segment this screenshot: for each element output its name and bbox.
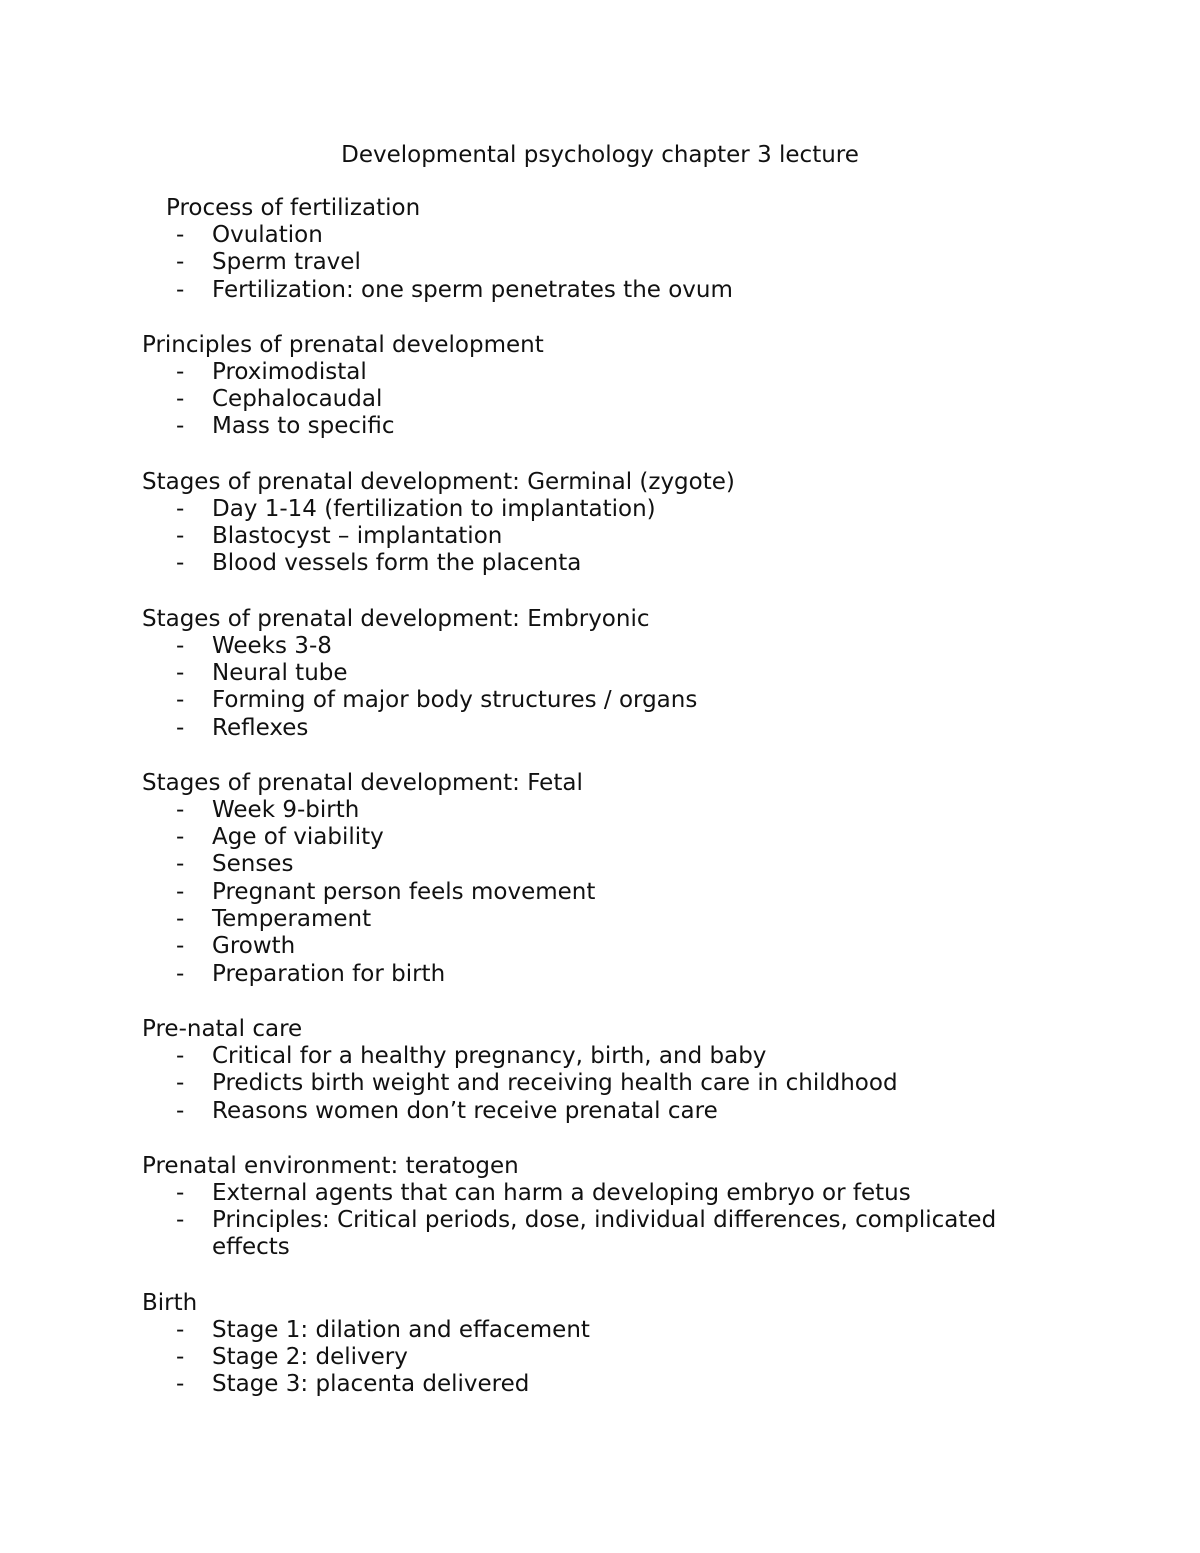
list-item	[142, 660, 1062, 687]
section	[142, 769, 1062, 988]
list-item	[142, 933, 1062, 960]
section-heading: Stages of prenatal development: Fetal	[142, 769, 583, 796]
dash-bullet-icon: -	[176, 495, 185, 522]
list-item	[142, 496, 1062, 523]
list-item	[142, 1371, 1062, 1398]
dash-bullet-icon: -	[176, 714, 185, 741]
section	[142, 1152, 1062, 1262]
dash-bullet-icon: -	[176, 413, 185, 440]
list-item-text: Reasons women don’t receive prenatal care	[212, 1097, 718, 1124]
list-item-text: Blood vessels form the placenta	[212, 550, 582, 577]
list-item	[142, 359, 1062, 386]
section-heading: Prenatal environment: teratogen	[142, 1152, 519, 1179]
dash-bullet-icon: -	[176, 1179, 185, 1206]
list-item-text: Stage 2: delivery	[212, 1344, 408, 1371]
list-item-text: Preparation for birth	[212, 960, 446, 987]
dash-bullet-icon: -	[176, 1207, 185, 1234]
list-item-text: Reflexes	[212, 714, 309, 741]
list-item	[142, 906, 1062, 933]
bullet-list	[142, 633, 1062, 742]
dash-bullet-icon: -	[176, 632, 185, 659]
section-heading: Pre-natal care	[142, 1015, 303, 1042]
dash-bullet-icon: -	[176, 358, 185, 385]
dash-bullet-icon: -	[176, 523, 185, 550]
dash-bullet-icon: -	[176, 222, 185, 248]
list-item	[142, 222, 1062, 249]
list-item-text: Week 9-birth	[212, 796, 360, 823]
list-item-text: Principles: Critical periods, dose, individual differences, complicated effects	[212, 1207, 997, 1261]
section-heading: Process of fertilization	[166, 195, 421, 221]
list-item-text: Growth	[212, 933, 296, 960]
dash-bullet-icon: -	[176, 386, 185, 413]
list-item	[142, 386, 1062, 413]
bullet-list	[142, 359, 1062, 441]
list-item-text: Temperament	[212, 906, 372, 933]
list-item-text: Age of viability	[212, 824, 384, 851]
list-item-text: Pregnant person feels movement	[212, 878, 596, 905]
section-heading: Principles of prenatal development	[142, 331, 544, 358]
list-item	[142, 715, 1062, 742]
list-item	[142, 523, 1062, 550]
list-item-text: Neural tube	[212, 659, 348, 686]
dash-bullet-icon: -	[176, 906, 185, 933]
dash-bullet-icon: -	[176, 1371, 185, 1398]
list-item	[142, 1207, 1062, 1262]
dash-bullet-icon: -	[176, 1042, 185, 1069]
list-item-text: Predicts birth weight and receiving health care in childhood	[212, 1070, 898, 1097]
section-heading: Birth	[142, 1289, 198, 1316]
list-item	[142, 1180, 1062, 1207]
list-item	[142, 413, 1062, 440]
dash-bullet-icon: -	[176, 1097, 185, 1124]
list-item-text: Fertilization: one sperm penetrates the ovum	[212, 276, 733, 303]
dash-bullet-icon: -	[176, 1316, 185, 1343]
list-item-text: Sperm travel	[212, 249, 361, 276]
section	[142, 605, 1062, 742]
document-title: Developmental psychology chapter 3 lecture	[341, 142, 859, 168]
list-item-text: Senses	[212, 851, 294, 878]
bullet-list	[142, 1180, 1062, 1262]
dash-bullet-icon: -	[176, 1070, 185, 1097]
dash-bullet-icon: -	[176, 824, 185, 851]
dash-bullet-icon: -	[176, 933, 185, 960]
list-item	[142, 797, 1062, 824]
section	[142, 468, 1062, 578]
list-item	[142, 249, 1062, 276]
dash-bullet-icon: -	[176, 550, 185, 577]
section-heading: Stages of prenatal development: Embryonic	[142, 605, 650, 632]
dash-bullet-icon: -	[176, 687, 185, 714]
dash-bullet-icon: -	[176, 878, 185, 905]
list-item	[142, 1317, 1062, 1344]
list-item-text: External agents that can harm a developing embryo or fetus	[212, 1179, 911, 1206]
list-item	[142, 1098, 1062, 1125]
list-item	[142, 550, 1062, 577]
list-item	[142, 879, 1062, 906]
section	[142, 1289, 1062, 1399]
list-item	[142, 1344, 1062, 1371]
list-item-text: Proximodistal	[212, 358, 367, 385]
dash-bullet-icon: -	[176, 796, 185, 823]
list-item-text: Cephalocaudal	[212, 386, 383, 413]
dash-bullet-icon: -	[176, 960, 185, 987]
section	[142, 1015, 1062, 1125]
list-item-text: Day 1-14 (fertilization to implantation)	[212, 495, 656, 522]
bullet-list	[142, 797, 1062, 988]
dash-bullet-icon: -	[176, 1344, 185, 1371]
dash-bullet-icon: -	[176, 851, 185, 878]
list-item-text: Stage 3: placenta delivered	[212, 1371, 530, 1398]
list-item	[142, 1043, 1062, 1070]
bullet-list	[142, 1317, 1062, 1399]
list-item-text: Weeks 3-8	[212, 632, 332, 659]
list-item	[142, 687, 1062, 714]
list-item	[142, 277, 1062, 304]
bullet-list	[142, 222, 1062, 304]
list-item-text: Ovulation	[212, 222, 323, 248]
section	[142, 194, 1062, 304]
document-body	[142, 194, 1062, 1426]
section	[142, 331, 1062, 441]
bullet-list	[142, 496, 1062, 578]
list-item	[142, 824, 1062, 851]
list-item-text: Mass to specific	[212, 413, 395, 440]
bullet-list	[142, 1043, 1062, 1125]
list-item	[142, 1070, 1062, 1097]
list-item-text: Critical for a healthy pregnancy, birth, and baby	[212, 1042, 767, 1069]
list-item-text: Forming of major body structures / organs	[212, 687, 698, 714]
list-item-text: Stage 1: dilation and effacement	[212, 1316, 590, 1343]
dash-bullet-icon: -	[176, 659, 185, 686]
dash-bullet-icon: -	[176, 249, 185, 276]
dash-bullet-icon: -	[176, 276, 185, 303]
list-item-text: Blastocyst – implantation	[212, 523, 503, 550]
section-heading: Stages of prenatal development: Germinal (zygote)	[142, 468, 735, 495]
list-item	[142, 851, 1062, 878]
list-item	[142, 961, 1062, 988]
list-item	[142, 633, 1062, 660]
